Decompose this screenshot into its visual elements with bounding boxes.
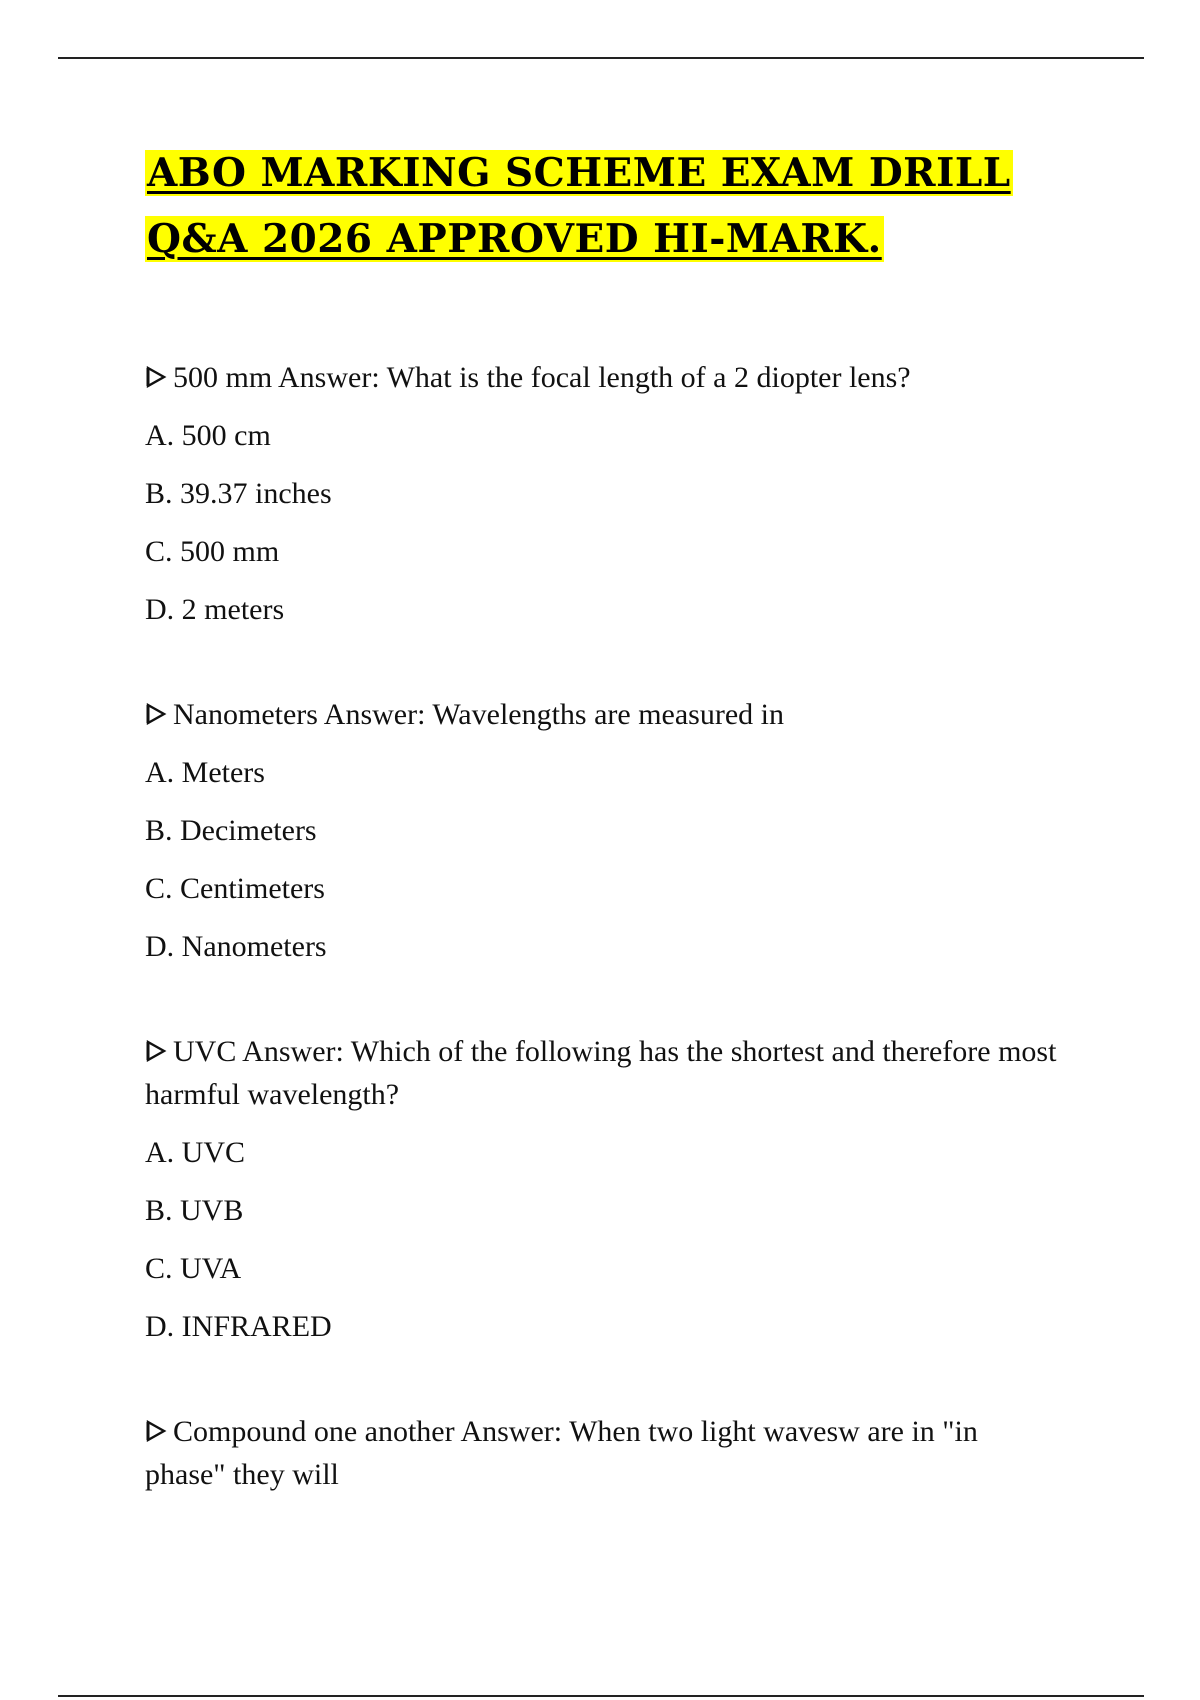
question-block bbox=[145, 356, 1065, 631]
answer-option: D. INFRARED bbox=[145, 1310, 332, 1343]
arrow-bullet-icon bbox=[145, 1420, 167, 1442]
question-block bbox=[145, 693, 1065, 968]
answer-option: B. UVB bbox=[145, 1194, 244, 1227]
answer-option: D. Nanometers bbox=[145, 930, 327, 963]
title-line-2: Q&A 2026 APPROVED HI-MARK. bbox=[147, 216, 882, 262]
question-text: 500 mm Answer: What is the focal length of a 2 diopter lens? bbox=[173, 361, 911, 394]
document-body bbox=[145, 140, 1065, 1511]
title-line-1: ABO MARKING SCHEME EXAM DRILL bbox=[147, 150, 1011, 196]
arrow-bullet-icon bbox=[145, 1040, 167, 1062]
question-prompt bbox=[145, 356, 1065, 399]
bottom-rule bbox=[58, 1695, 1144, 1697]
question-prompt bbox=[145, 693, 1065, 736]
arrow-bullet-icon bbox=[145, 366, 167, 388]
question-prompt bbox=[145, 1030, 1065, 1116]
answer-option: C. Centimeters bbox=[145, 872, 325, 905]
answer-option: A. UVC bbox=[145, 1136, 246, 1169]
question-block bbox=[145, 1410, 1065, 1496]
answer-option: A. Meters bbox=[145, 756, 265, 789]
answer-option: B. 39.37 inches bbox=[145, 477, 332, 510]
question-text: Nanometers Answer: Wavelengths are measured in bbox=[173, 698, 785, 731]
answer-option: B. Decimeters bbox=[145, 814, 317, 847]
document-title bbox=[145, 140, 1065, 272]
question-text: Compound one another Answer: When two light wavesw are in "in phase" they will bbox=[145, 1415, 978, 1491]
answer-option: D. 2 meters bbox=[145, 593, 285, 626]
question-text: UVC Answer: Which of the following has the shortest and therefore most harmful wavelength? bbox=[145, 1035, 1057, 1111]
question-prompt bbox=[145, 1410, 1065, 1496]
top-rule bbox=[58, 57, 1144, 59]
answer-option: C. 500 mm bbox=[145, 535, 280, 568]
answer-option: C. UVA bbox=[145, 1252, 242, 1285]
question-block bbox=[145, 1030, 1065, 1348]
arrow-bullet-icon bbox=[145, 703, 167, 725]
answer-option: A. 500 cm bbox=[145, 419, 271, 452]
